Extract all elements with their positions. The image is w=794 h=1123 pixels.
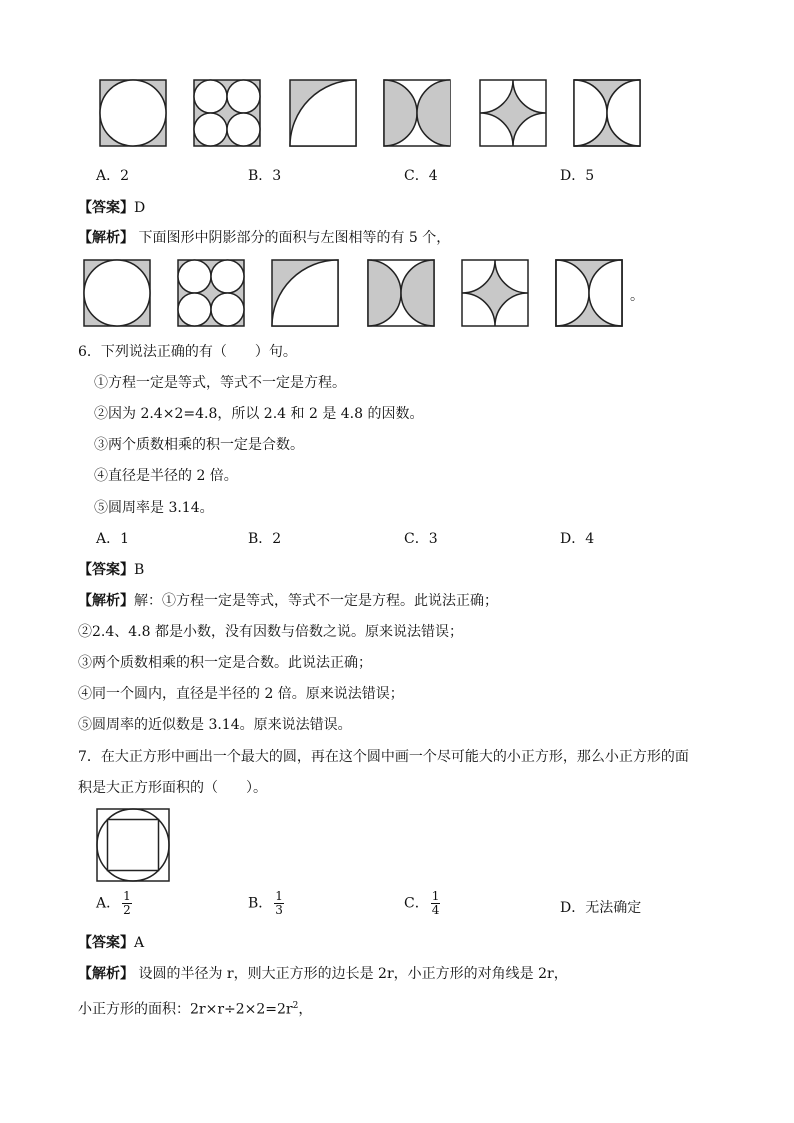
fig-two-half-circles [574, 80, 640, 146]
q6-statement-3: ③两个质数相乘的积一定是合数。 [94, 437, 304, 453]
q6-option-d: D．4 [560, 531, 595, 547]
q6-analysis-5: ⑤圆周率的近似数是 3.14。原来说法错误。 [78, 717, 352, 733]
q6-stem: 6．下列说法正确的有（ ）句。 [78, 344, 297, 360]
q5-option-b: B．3 [248, 168, 282, 184]
q6-statement-1: ①方程一定是等式，等式不一定是方程。 [94, 375, 346, 391]
q6-statement-2: ②因为 2.4×2=4.8，所以 2.4 和 2 是 4.8 的因数。 [94, 406, 424, 422]
q5-analysis: 【解析】 下面图形中阴影部分的面积与左图相等的有 5 个， [78, 230, 451, 246]
q6-analysis-4: ④同一个圆内，直径是半径的 2 倍。原来说法错误； [78, 686, 404, 702]
q7-analysis-2: 小正方形的面积：$2r\times r\div 2\times 2=2r^2$， [78, 1001, 313, 1018]
q7-option-c: C． $\frac{1}{4}$ [404, 889, 440, 917]
q6-option-b: B．2 [248, 531, 282, 547]
fig-four-circles [194, 80, 260, 146]
q6-analysis-2: ②2.4、4.8 都是小数，没有因数与倍数之说。原来说法错误； [78, 624, 463, 640]
q7-option-a: A． $\frac{1}{2}$ [96, 889, 131, 917]
q5-analysis-figure-row [0, 256, 794, 336]
q7-stem-line1: 7．在大正方形中画出一个最大的圆，再在这个圆中画一个尽可能大的小正方形，那么小正方形的面 [78, 749, 689, 765]
q6-option-c: C．3 [404, 531, 438, 547]
q5-option-c: C．4 [404, 168, 438, 184]
q5-option-a: A．2 [96, 168, 130, 184]
fig-circle-in-square [100, 80, 166, 146]
q5-option-d: D．5 [560, 168, 595, 184]
q5-trailing-mark: 。 [630, 288, 644, 304]
q6-option-a: A．1 [96, 531, 130, 547]
q7-option-b: B． $\frac{1}{3}$ [248, 889, 283, 917]
q6-statement-4: ④直径是半径的 2 倍。 [94, 468, 238, 484]
q7-option-d: D．无法确定 [560, 900, 642, 916]
q5-figure-row [0, 76, 794, 156]
q6-statement-5: ⑤圆周率是 3.14。 [94, 500, 214, 516]
q6-analysis-3: ③两个质数相乘的积一定是合数。此说法正确； [78, 655, 372, 671]
q6-analysis-1: 【解析】解：①方程一定是等式，等式不一定是方程。此说法正确； [78, 593, 498, 609]
q7-answer: 【答案】A [78, 935, 145, 951]
q6-answer: 【答案】B [78, 562, 145, 578]
q7-figure-square-circle-square [94, 806, 174, 886]
q7-stem-line2: 积是大正方形面积的（ ）。 [78, 780, 267, 796]
q7-analysis-1: 【解析】 设圆的半径为 r，则大正方形的边长是 2r，小正方形的对角线是 2r， [78, 966, 568, 982]
fig-two-quarter-arcs [384, 80, 450, 146]
fig-star-shape [480, 80, 546, 146]
q5-answer: 【答案】D [78, 200, 146, 216]
fig-quarter-circle [290, 80, 356, 146]
